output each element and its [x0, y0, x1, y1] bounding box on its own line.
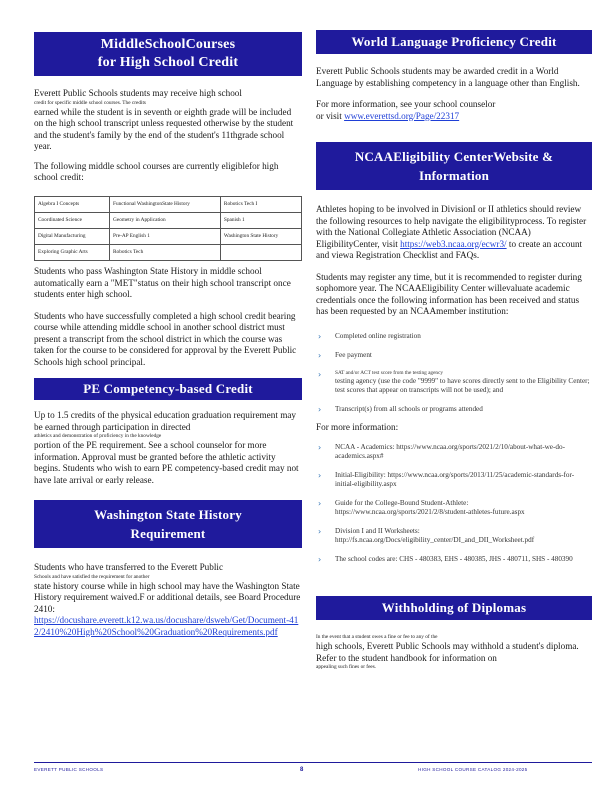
chevron-right-icon: › [318, 527, 322, 536]
resource-text[interactable]: Division I and II Worksheets: http://fs.ncaa.org/Docs/eligibility_center/DI_and_DII_Worksheet.pdf [335, 527, 535, 544]
course-list-intro: The following middle school courses are currently eligiblefor high school credit: [34, 160, 279, 182]
table-cell: Robotics Tech I [220, 197, 301, 213]
table-cell: Washington State History [220, 229, 301, 245]
chevron-right-icon: › [318, 443, 322, 452]
list-item [316, 370, 592, 395]
chevron-right-icon: › [318, 350, 322, 360]
wsh-heading [34, 500, 302, 548]
list-item-text: Transcript(s) from all schools or programs attended [335, 404, 483, 413]
table-cell: Spanish 1 [220, 213, 301, 229]
list-item-text: Completed online registration [335, 331, 421, 340]
resource-text[interactable]: NCAA - Academics: https://www.ncaa.org/sports/2021/2/10/about-what-we-do-academics.aspx# [335, 443, 565, 460]
chevron-right-icon: › [318, 499, 322, 508]
table-row [35, 213, 302, 229]
list-item-small: SAT and/or ACT test score from the testing agency [335, 369, 444, 376]
table-cell: Digital Manufacturing [35, 229, 110, 245]
withholding-section [316, 634, 592, 671]
list-item-text: testing agency (use the code "9999" to have scores directly sent to the Eligibility Center; test scores that appear on transcripts will not be used); and [335, 376, 590, 394]
middle-school-heading-line1: MiddleSchoolCourses [100, 37, 236, 52]
board-procedure-link[interactable]: https://docushare.everett.k12.wa.us/docushare/dsweb/Get/Document-412/2410%20High%20School%20Graduation%20Requirements.pdf [34, 615, 299, 637]
resource-text[interactable]: Guide for the College-Bound Student-Athlete: https://www.ncaa.org/sports/2021/2/8/student-athletes-future.aspx [335, 499, 525, 516]
list-item [316, 351, 592, 360]
school-codes-text: The school codes are: CHS - 480383, EHS - 480385, JHS - 480711, SHS - 480390 [335, 555, 573, 563]
wsh-heading-line1: Washington State History [94, 507, 242, 522]
wsh-heading-line2: Requirement [130, 526, 206, 541]
list-item [316, 555, 592, 564]
withholding-heading: Withholding of Diplomas [316, 596, 592, 620]
table-row [35, 245, 302, 261]
table-row [35, 197, 302, 213]
list-item [316, 499, 592, 517]
footer-rule [34, 762, 592, 763]
withholding-small: In the event that a student owes a fine or fee to any of the [316, 634, 438, 640]
world-language-heading: World Language Proficiency Credit [316, 30, 592, 54]
pe-paragraph-a: Up to 1.5 credits of the physical education graduation requirement may be earned through participation in directed [34, 410, 297, 432]
resource-text[interactable]: Initial-Eligibility: https://www.ncaa.org/sports/2013/11/25/academic-standards-for-initial-eligibility.aspx [335, 471, 575, 488]
ncaa-resources [316, 443, 592, 564]
wsh-paragraph-a: Students who have transferred to the Everett Public [34, 562, 224, 572]
pe-paragraph-small: athletics and demonstration of proficiency in the knowledge [34, 433, 162, 439]
table-cell: Geometry in Application [110, 213, 221, 229]
list-item [316, 471, 592, 489]
middle-school-intro-small: credit for specific middle school courses. The credits [34, 99, 146, 106]
world-language-paragraph: Everett Public Schools students may be awarded credit in a World Language by establishing competency in a language other than English. [316, 66, 580, 88]
wsh-paragraph-small: Schools and have satisfied the requirement for another [34, 573, 150, 580]
chevron-right-icon: › [318, 369, 322, 379]
ncaa-heading-line2: Information [418, 168, 490, 183]
withholding-small-2: appealing such fines or fees. [316, 664, 377, 670]
table-cell: Algebra I Concepts [35, 197, 110, 213]
chevron-right-icon: › [318, 404, 322, 414]
world-language-more-info: For more information, see your school counselor [316, 99, 496, 109]
world-language-section [316, 66, 592, 122]
middle-school-intro-b: earned while the student is in seventh or eighth grade will be included on the high school transcript unless requested otherwise by the student and the student's family by the end of the student's 11thgrade school year. [34, 106, 294, 151]
ncaa-paragraph-2: Students may register any time, but it is recommended to register during sophomore year. The NCAAEligibility Center willevaluate academic credentials once the following information has been received and status has been requested by an NCAAmember institution: [316, 271, 582, 316]
wsh-paragraph-b: state history course while in high school may have the Washington State History requirement waived.F or additional details, see Board Procedure 2410: [34, 580, 301, 614]
pe-section [34, 410, 302, 486]
footer-right: HIGH SCHOOL COURSE CATALOG 2024-2025 [418, 767, 528, 772]
pe-paragraph-b: portion of the PE requirement. See a school counselor for more information. Approval must be granted before the athletic activity begins. Students who wish to earn PE competency-based credit may not have late arrival or early release. [34, 440, 299, 485]
list-item-text: Fee payment [335, 350, 372, 359]
chevron-right-icon: › [318, 471, 322, 480]
page-number: 8 [300, 767, 304, 773]
course-table [34, 196, 302, 261]
world-language-link[interactable]: www.everettsd.org/Page/22317 [344, 110, 460, 121]
middle-school-intro [34, 88, 302, 184]
footer-left: EVERETT PUBLIC SCHOOLS [34, 767, 104, 772]
table-cell: Exploring Graphic Arts [35, 245, 110, 261]
list-item [316, 405, 592, 414]
wa-history-paragraph: Students who pass Washington State History in middle school automatically earn a "MET"status on their high school transcript once students enter high school. [34, 266, 291, 299]
withholding-paragraph: high schools, Everett Public Schools may withhold a student's diploma. Refer to the student handbook for information on [316, 641, 579, 663]
table-cell: Functional WashingtonState History [110, 197, 221, 213]
table-row [35, 229, 302, 245]
chevron-right-icon: › [318, 555, 322, 564]
chevron-right-icon: › [318, 331, 322, 341]
table-cell: Coordinated Science [35, 213, 110, 229]
ncaa-more-info-label: For more information: [316, 421, 399, 432]
ncaa-paragraph-1-b: to create an account and viewa Registration Checklist and FAQs. [316, 238, 583, 260]
transfer-credit-paragraph: Students who have successfully completed a high school credit bearing course while attending middle school in another school district must present a transcript from the school district in which the course was taken for the course to be considered for approval by the Everett Public Schools high school principal. [34, 310, 297, 367]
list-item [316, 443, 592, 461]
ncaa-section [316, 204, 592, 564]
table-cell: Robotics Tech [110, 245, 221, 261]
middle-school-heading-line2: for High School Credit [97, 55, 239, 70]
middle-school-details [34, 266, 302, 368]
pe-heading: PE Competency-based Credit [34, 378, 302, 400]
table-cell [220, 245, 301, 261]
middle-school-intro-a: Everett Public Schools students may receive high school [34, 88, 242, 98]
ncaa-register-link[interactable]: https://web3.ncaa.org/ecwr3/ [400, 238, 507, 249]
wsh-section [34, 562, 302, 638]
middle-school-heading [34, 32, 302, 76]
visit-prefix: or visit [316, 110, 345, 121]
table-cell: Pre-AP English 1 [110, 229, 221, 245]
ncaa-paragraph-1 [316, 204, 592, 262]
list-item [316, 332, 592, 341]
ncaa-checklist [316, 332, 592, 414]
ncaa-paragraph-1-a: Athletes hoping to be involved in DivisionI or II athletics should review the following resources to help navigate the eligibilityprocess. To register with the National Collegiate Athletic Association (NCAA) EligibilityCenter, visit [316, 204, 587, 249]
list-item [316, 527, 592, 545]
ncaa-heading-line1: NCAAEligibility CenterWebsite & [354, 149, 554, 164]
ncaa-heading [316, 142, 592, 190]
